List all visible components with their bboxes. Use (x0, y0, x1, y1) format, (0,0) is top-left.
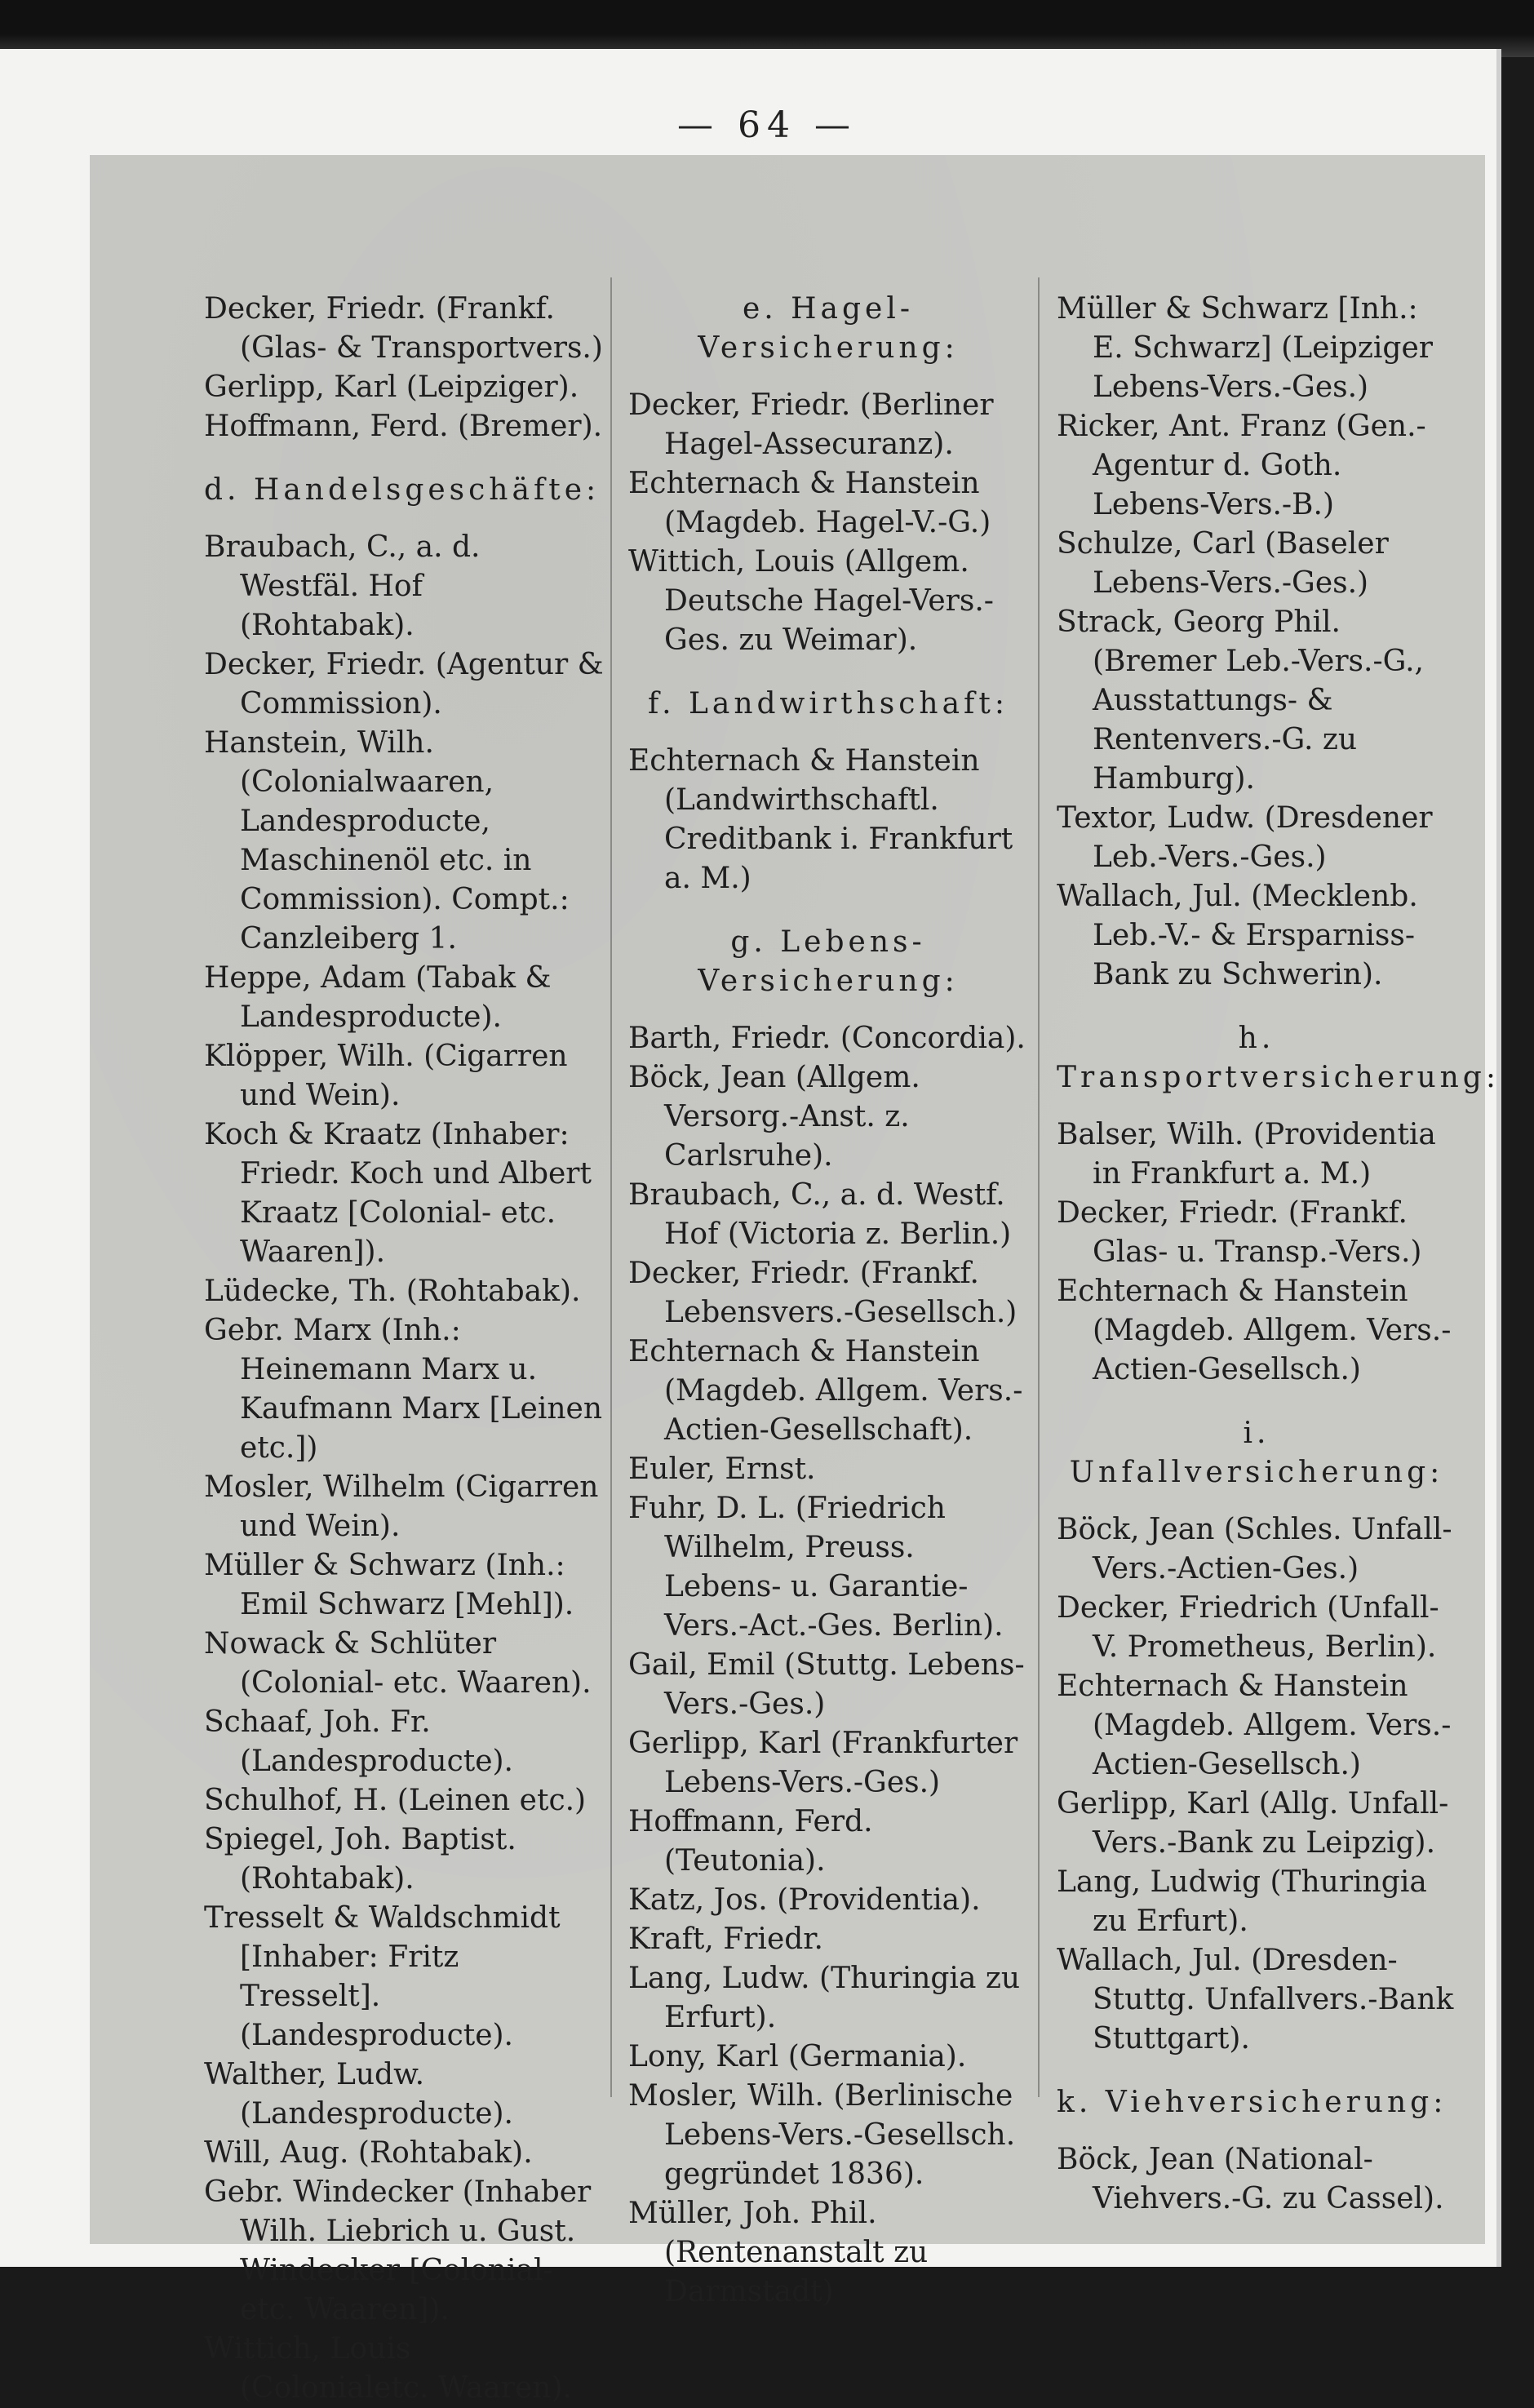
directory-entry: Decker, Friedr. (Frankf. (Glas- & Transportvers.) (204, 292, 603, 365)
directory-entry: Strack, Georg Phil. (Bremer Leb.-Vers.-G., Ausstattungs- & Rentenvers.-G. zu Hamburg). (1057, 605, 1425, 796)
directory-entry: Echternach & Hanstein (Magdeb. Allgem. Vers.-Actien-Gesellsch.) (1057, 1670, 1452, 1781)
directory-entry: Wallach, Jul. (Mecklenb. Leb.-V.- & Ersparniss-Bank zu Schwerin). (1057, 880, 1418, 991)
directory-entry: Barth, Friedr. (Concordia). (628, 1022, 1026, 1055)
section-heading: f. Landwirthschaft: (648, 687, 1009, 721)
section-heading: i. Unfallversicherung: (1069, 1417, 1444, 1489)
section-heading: d. Handelsgeschäfte: (204, 473, 601, 507)
directory-entry: Decker, Friedr. (Frankf. Glas- u. Transp.-Vers.) (1057, 1196, 1422, 1269)
column-3 (1057, 290, 1500, 2219)
directory-entry: Koch & Kraatz (Inhaber: Friedr. Koch und Albert Kraatz [Colonial- etc. Waaren]). (204, 1118, 592, 1269)
section-heading: h. Transportversicherung: (1057, 1022, 1500, 1094)
directory-entry: Decker, Friedr. (Frankf. Lebensvers.-Gesellsch.) (628, 1257, 1017, 1329)
section-heading: k. Viehversicherung: (1057, 2086, 1448, 2119)
directory-entry: Müller, Joh. Phil. (Rentenanstalt zu Darmstadt) (628, 2197, 929, 2308)
directory-entry: Mosler, Wilhelm (Cigarren und Wein). (204, 1470, 599, 1543)
directory-entry: Fuhr, D. L. (Friedrich Wilhelm, Preuss. Lebens- u. Garantie-Vers.-Act.-Ges. Berlin). (628, 1492, 1004, 1643)
directory-entry: Hanstein, Wilh. (Colonialwaaren, Landesproducte, Maschinenöl etc. in Commission). Compt.: Canzleiberg 1. (204, 726, 570, 956)
directory-entry: Lüdecke, Th. (Rohtabak). (204, 1275, 581, 1308)
directory-entry: Wallach, Jul. (Dresden-Stuttg. Unfallvers.-Bank Stuttgart). (1057, 1944, 1454, 2055)
directory-entry: Mosler, Wilh. (Berlinische Lebens-Vers.-Gesellsch. gegründet 1836). (628, 2079, 1016, 2191)
directory-entry: Nowack & Schlüter (Colonial- etc. Waaren). (204, 1627, 592, 1700)
directory-entry: Wittich, Louis (Allgem. Deutsche Hagel-Vers.-Ges. zu Weimar). (628, 545, 994, 657)
directory-entry: Decker, Friedr. (Agentur & Commission). (204, 648, 604, 721)
directory-entry: Lony, Karl (Germania). (628, 2040, 967, 2073)
directory-entry: Kraft, Friedr. (628, 1922, 823, 1956)
directory-entry: Böck, Jean (Schles. Unfall-Vers.-Actien-Ges.) (1057, 1513, 1452, 1585)
directory-entry: Schulhof, H. (Leinen etc.) (204, 1784, 587, 1817)
directory-entry: Gerlipp, Karl (Leipziger). (204, 370, 579, 404)
column-divider (1038, 277, 1040, 2097)
directory-entry: Gail, Emil (Stuttg. Lebens-Vers.-Ges.) (628, 1648, 1025, 1721)
directory-entry: Böck, Jean (National-Viehvers.-G. zu Cassel). (1057, 2143, 1444, 2215)
directory-entry: Decker, Friedr. (Berliner Hagel-Assecuranz). (628, 388, 994, 461)
directory-entry: Böck, Jean (Allgem. Versorg.-Anst. z. Carlsruhe). (628, 1061, 920, 1173)
page-number: — 64 — (677, 104, 857, 146)
column-1 (204, 290, 604, 2408)
directory-entry: Braubach, C., a. d. Westf. Hof (Victoria z. Berlin.) (628, 1178, 1012, 1251)
directory-entry: Lang, Ludwig (Thuringia zu Erfurt). (1057, 1865, 1427, 1938)
directory-entry: Walther, Ludw. (Landesproducte). (204, 2058, 514, 2131)
directory-entry: Ricker, Ant. Franz (Gen.-Agentur d. Goth. Lebens-Vers.-B.) (1057, 410, 1426, 521)
directory-entry: Echternach & Hanstein (Magdeb. Allgem. Vers.-Actien-Gesellschaft). (628, 1335, 1023, 1447)
directory-entry: Echternach & Hanstein (Magdeb. Hagel-V.-G.) (628, 467, 991, 539)
directory-entry: Heppe, Adam (Tabak & Landesproducte). (204, 961, 552, 1034)
directory-entry: Gerlipp, Karl (Allg. Unfall-Vers.-Bank zu Leipzig). (1057, 1787, 1449, 1860)
directory-entry: Tresselt & Waldschmidt [Inhaber: Fritz Tresselt]. (Landesproducte). (204, 1901, 561, 2052)
directory-entry: Gerlipp, Karl (Frankfurter Lebens-Vers.-Ges.) (628, 1727, 1018, 1799)
directory-entry: Gebr. Windecker (Inhaber Wilh. Liebrich u. Gust. Windecker [Colonial-etc. Waaren]). (204, 2175, 592, 2326)
directory-entry: Balser, Wilh. (Providentia in Frankfurt a. M.) (1057, 1118, 1436, 1191)
section-heading: e. Hagel- Versicherung: (698, 292, 959, 365)
directory-entry: Katz, Jos. (Providentia). (628, 1883, 981, 1917)
directory-entry: Klöpper, Wilh. (Cigarren und Wein). (204, 1040, 568, 1112)
section-heading: g. Lebens- Versicherung: (698, 925, 959, 998)
directory-entry: Will, Aug. (Rohtabak). (204, 2136, 533, 2170)
directory-entry: Gebr. Marx (Inh.: Heinemann Marx u. Kaufmann Marx [Leinen etc.]) (204, 1314, 603, 1465)
directory-entry: Hoffmann, Ferd. (Bremer). (204, 410, 603, 443)
directory-entry: Müller & Schwarz (Inh.: Emil Schwarz [Mehl]). (204, 1549, 574, 1621)
directory-entry: Spiegel, Joh. Baptist. (Rohtabak). (204, 1823, 517, 1896)
directory-entry: Hoffmann, Ferd. (Teutonia). (628, 1805, 873, 1878)
directory-entry: Textor, Ludw. (Dresdener Leb.-Vers.-Ges.) (1057, 801, 1433, 874)
directory-entry: Müller & Schwarz [Inh.: E. Schwarz] (Leipziger Lebens-Vers.-Ges.) (1057, 292, 1433, 404)
directory-entry: Lang, Ludw. (Thuringia zu Erfurt). (628, 1962, 1021, 2034)
directory-entry: Echternach & Hanstein (Magdeb. Allgem. Vers.-Actien-Gesellsch.) (1057, 1275, 1452, 1386)
directory-entry: Decker, Friedrich (Unfall-V. Prometheus, Berlin). (1057, 1591, 1439, 1664)
directory-entry: Braubach, C., a. d. Westfäl. Hof (Rohtabak). (204, 530, 481, 642)
directory-entry: Euler, Ernst. (628, 1452, 816, 1486)
directory-entry: Schulze, Carl (Baseler Lebens-Vers.-Ges.) (1057, 527, 1389, 600)
directory-entry: Schaaf, Joh. Fr. (Landesproducte). (204, 1705, 514, 1778)
directory-entry: Wittich, Louis (Colonialetc. Waaren). (204, 2332, 572, 2405)
column-2 (628, 290, 1028, 2312)
directory-entry: Echternach & Hanstein (Landwirthschaftl. Creditbank i. Frankfurt a. M.) (628, 744, 1013, 895)
column-divider (610, 277, 612, 2097)
